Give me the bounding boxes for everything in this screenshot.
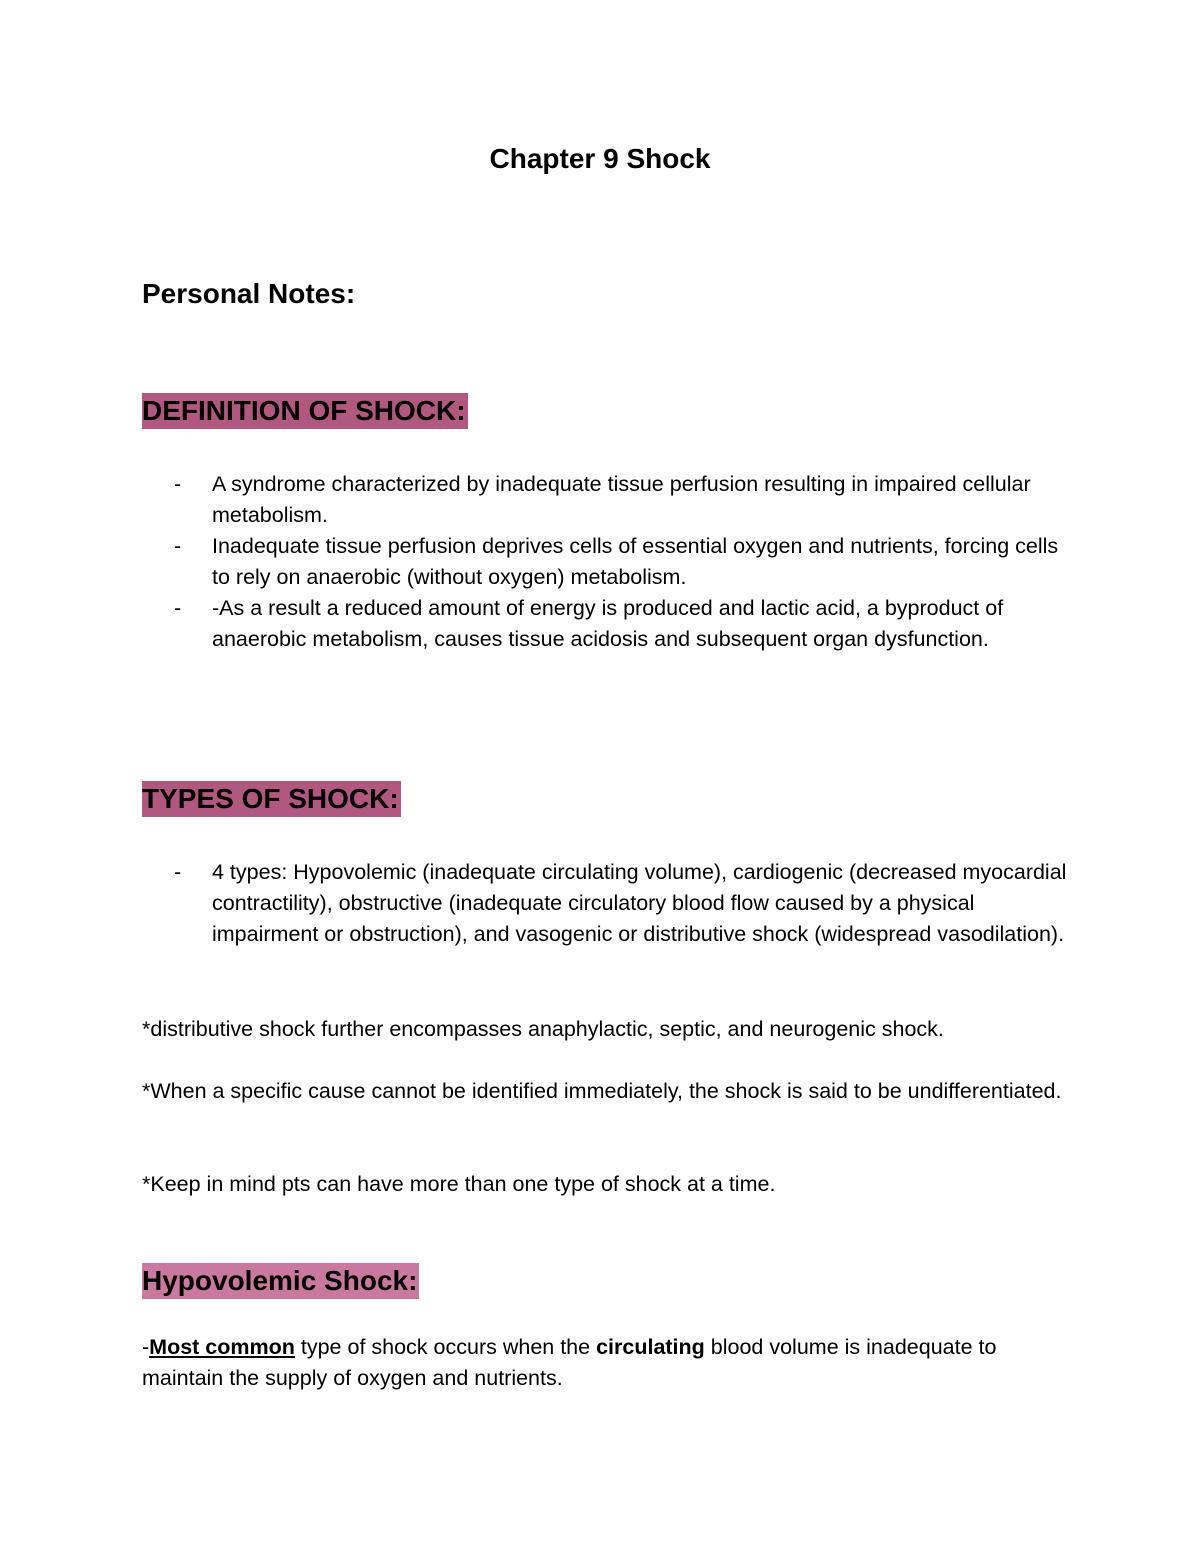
bullet-dash: - <box>174 534 182 558</box>
types-note-undifferentiated: *When a specific cause cannot be identified immediately, the shock is said to be undifferentiated. <box>142 1079 1062 1103</box>
list-item <box>142 857 1072 950</box>
hypovolemic-text-1: type of shock occurs when the <box>294 1335 597 1359</box>
types-note-multiple: *Keep in mind pts can have more than one type of shock at a time. <box>142 1172 776 1196</box>
bullet-dash: - <box>174 472 182 496</box>
types-note-distributive: *distributive shock further encompasses anaphylactic, septic, and neurogenic shock. <box>142 1017 944 1041</box>
list-item <box>142 593 1072 655</box>
hypovolemic-emphasis-most-common: Most common <box>149 1335 295 1359</box>
definition-bullet-text: A syndrome characterized by inadequate tissue perfusion resulting in impaired cellular metabolism. <box>212 472 1031 527</box>
section-heading-types: TYPES OF SHOCK: <box>142 781 401 817</box>
section-heading-hypovolemic: Hypovolemic Shock: <box>142 1263 419 1299</box>
hypovolemic-prefix: - <box>142 1335 150 1359</box>
bullet-dash: - <box>174 596 182 620</box>
definition-bullet-text: -As a result a reduced amount of energy is produced and lactic acid, a byproduct of anaerobic metabolism, causes tissue acidosis and subsequent organ dysfunction. <box>212 596 1004 651</box>
list-item <box>142 469 1072 531</box>
section-heading-definition: DEFINITION OF SHOCK: <box>142 393 468 429</box>
hypovolemic-text-2: blood volume is inadequate to maintain the supply of oxygen and nutrients. <box>142 1335 997 1390</box>
hypovolemic-paragraph <box>142 1332 1072 1394</box>
personal-notes-heading: Personal Notes: <box>142 278 356 309</box>
page-title: Chapter 9 Shock <box>489 143 711 174</box>
types-bullet-text: 4 types: Hypovolemic (inadequate circulating volume), cardiogenic (decreased myocardial contractility), obstructive (inadequate circulatory blood flow caused by a physical impairment or obstruction), and vasogenic or distributive shock (widespread vasodilation). <box>212 860 1067 946</box>
types-bullet-list <box>142 857 1072 950</box>
definition-bullet-list <box>142 469 1072 655</box>
hypovolemic-emphasis-circulating: circulating <box>596 1335 705 1359</box>
bullet-dash: - <box>174 860 182 884</box>
list-item <box>142 531 1072 593</box>
definition-bullet-text: Inadequate tissue perfusion deprives cells of essential oxygen and nutrients, forcing cells to rely on anaerobic (without oxygen) metabolism. <box>212 534 1059 589</box>
